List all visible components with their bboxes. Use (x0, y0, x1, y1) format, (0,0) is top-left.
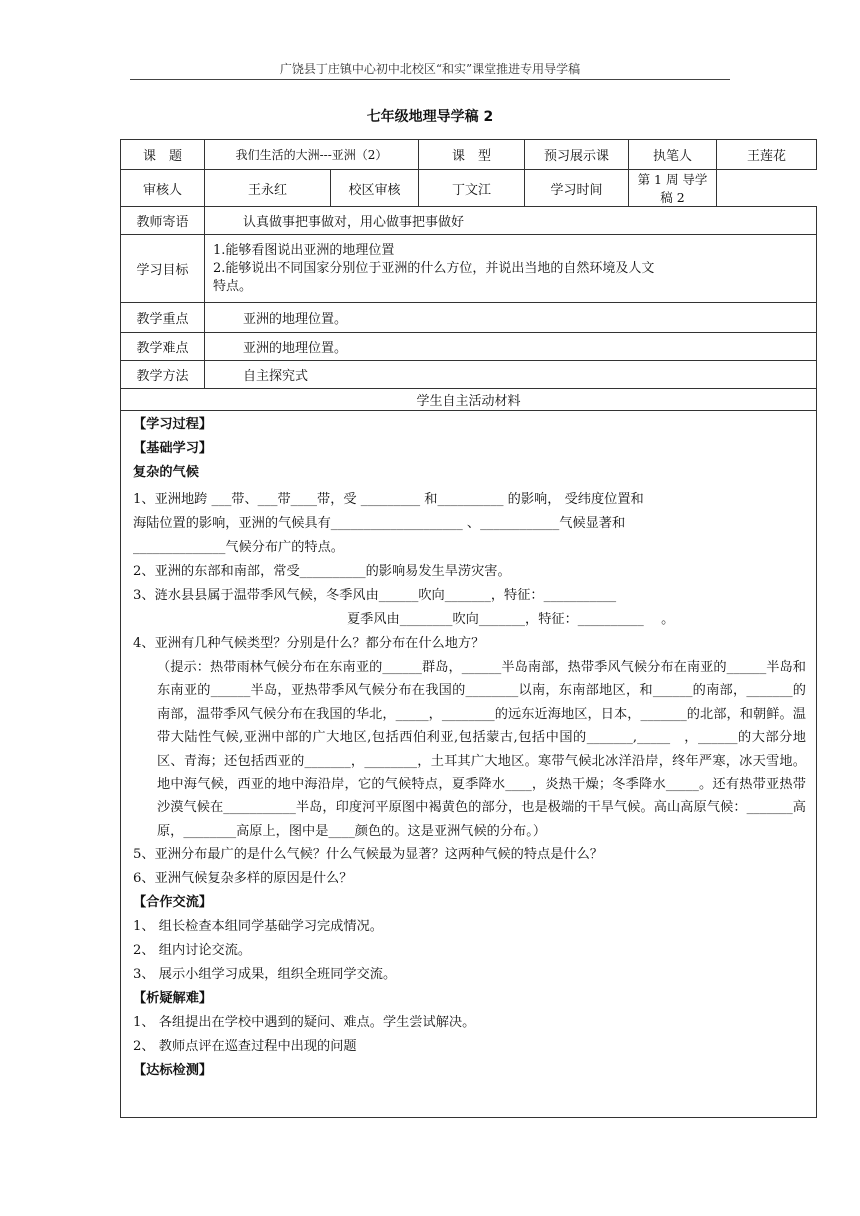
question-3-line-1: 3、涟水县县属于温带季风气候，冬季风由______吹向_______，特征：___________ (133, 588, 617, 603)
message-row (121, 207, 817, 235)
cooperation-heading: 【合作交流】 (133, 895, 213, 911)
goals-value (205, 235, 817, 303)
lesson-form (120, 139, 817, 1118)
goal-line-3: 特点。 (213, 278, 253, 294)
hint-paragraph: （提示：热带雨林气候分布在东南亚的______群岛，______半岛南部，热带季风气候分布在南亚的______半岛和东南亚的______半岛，亚热带季风气候分布在我国的________以南，东南部地区，和______的南部，_______的南部，温带季风气候分布在我国的华北，_____，________的远东近海地区，日本，_______的北部，和朝鲜。温带大陆性气候,亚洲中部的广大地区,包括西伯利亚,包括蒙古,包括中国的_______,_____ ，______的大部分地区、青海；还包括西亚的_______，________，土耳其广大地区。寒带气候北冰洋沿岸，终年严寒，冰天雪地。地中海气候，西亚的地中海沿岸，它的气候特点，夏季降水____，炎热干燥；冬季降水_____。还有热带亚热带沙漠气候在___________半岛，印度河平原图中褐黄色的部分，也是极端的干旱气候。高山高原气候：_______高原，________高原上，图中是____颜色的。这是亚洲气候的分布。） (157, 660, 806, 839)
author-label: 执笔人 (629, 140, 717, 170)
goal-line-2: 2.能够说出不同国家分别位于亚洲的什么方位，并说出当地的自然环境及人文 (213, 260, 655, 276)
method-value: 自主探究式 (205, 361, 817, 389)
question-6: 6、亚洲气候复杂多样的原因是什么？ (133, 871, 353, 887)
climate-heading: 复杂的气候 (133, 465, 199, 480)
difficulty-value: 亚洲的地理位置。 (205, 333, 817, 361)
question-3-line-2: 夏季风由________吹向_______，特征：__________ 。 (347, 612, 675, 627)
message-value: 认真做事把事做对，用心做事把事做好 (205, 207, 817, 235)
difficulty-label: 教学难点 (121, 333, 205, 361)
difficulty-row (121, 333, 817, 361)
test-heading: 【达标检测】 (133, 1063, 213, 1079)
content-cell (121, 411, 817, 1118)
basic-heading: 【基础学习】 (133, 441, 213, 456)
cooperation-item: 3、 展示小组学习成果，组织全班同学交流。 (133, 967, 397, 983)
question-2: 2、亚洲的东部和南部，常受__________的影响易发生旱涝灾害。 (133, 564, 511, 579)
reviewer-value: 王永红 (205, 170, 331, 207)
question-1-line-1: 1、亚洲地跨 ___带、___带____带，受 _________ 和__________ 的影响， 受纬度位置和 (133, 492, 644, 507)
author-value: 王莲花 (717, 140, 817, 170)
campus-review-label: 校区审核 (331, 170, 419, 207)
cooperation-item: 2、 组内讨论交流。 (133, 943, 252, 959)
document-title: 七年级地理导学稿 2 (366, 109, 494, 125)
goal-line-1: 1.能够看图说出亚洲的地理位置 (213, 242, 395, 258)
lesson-type-label: 课 型 (419, 140, 525, 170)
question-5: 5、亚洲分布最广的是什么气候？什么气候最为显著？这两种气候的特点是什么？ (133, 847, 603, 863)
topic-label: 课 题 (121, 140, 205, 170)
goals-row (121, 235, 817, 303)
question-1-line-3: ______________气候分布广的特点。 (133, 540, 344, 555)
key-value: 亚洲的地理位置。 (205, 303, 817, 333)
method-label: 教学方法 (121, 361, 205, 389)
question-4: 4、亚洲有几种气候类型？分别是什么？都分布在什么地方？ (133, 636, 485, 651)
key-row (121, 303, 817, 333)
study-time-label: 学习时间 (525, 170, 629, 207)
resolve-item: 1、 各组提出在学校中遇到的疑问、难点。学生尝试解决。 (133, 1015, 476, 1031)
method-row (121, 361, 817, 389)
header-rule (130, 79, 730, 80)
materials-title: 学生自主活动材料 (121, 389, 817, 411)
materials-row (121, 389, 817, 411)
info-row-2 (121, 170, 817, 207)
topic-value: 我们生活的大洲---亚洲（2） (205, 140, 419, 170)
cooperation-item: 1、 组长检查本组同学基础学习完成情况。 (133, 919, 383, 935)
info-row-1 (121, 140, 817, 170)
page-header: 广饶县丁庄镇中心初中北校区“和实”课堂推进专用导学稿 (279, 62, 581, 76)
goals-label: 学习目标 (121, 235, 205, 303)
resolve-item: 2、 教师点评在巡查过程中出现的问题 (133, 1039, 357, 1055)
lesson-type-value: 预习展示课 (525, 140, 629, 170)
key-label: 教学重点 (121, 303, 205, 333)
study-time-value: 第 1 周 导学稿 2 (629, 170, 717, 207)
campus-review-value: 丁文江 (419, 170, 525, 207)
reviewer-label: 审核人 (121, 170, 205, 207)
content-row (121, 411, 817, 1118)
message-label: 教师寄语 (121, 207, 205, 235)
resolve-heading: 【析疑解难】 (133, 991, 213, 1007)
process-heading: 【学习过程】 (133, 417, 213, 432)
question-1-line-2: 海陆位置的影响，亚洲的气候具有____________________ 、____________气候显著和 (133, 516, 626, 531)
